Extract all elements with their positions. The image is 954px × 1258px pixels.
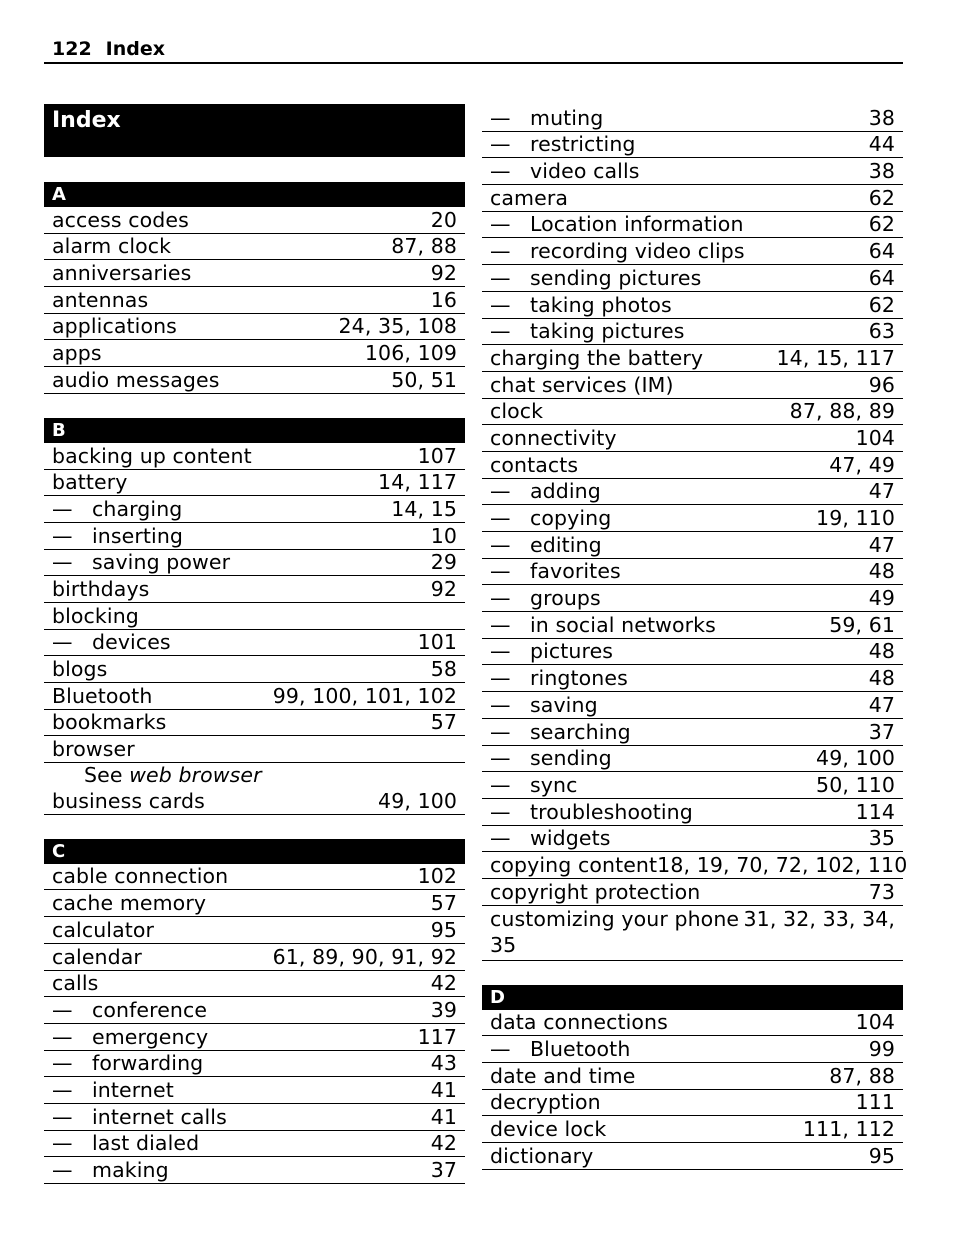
entry-pages: 48 xyxy=(868,559,895,584)
index-title: Index xyxy=(44,104,465,157)
entry-pages: 114 xyxy=(855,799,895,824)
index-entry xyxy=(44,470,465,497)
index-entry xyxy=(482,1116,903,1143)
index-subentry xyxy=(482,212,903,239)
entry-term: — troubleshooting xyxy=(490,799,693,825)
index-entry xyxy=(482,879,903,906)
index-subentry xyxy=(44,1104,465,1131)
entry-term: — internet calls xyxy=(52,1104,227,1130)
entry-pages: 42 xyxy=(430,971,457,996)
entry-term: customizing your phone xyxy=(490,906,740,931)
entry-pages: 49, 100 xyxy=(816,746,895,771)
index-entry xyxy=(44,788,465,815)
index-entry xyxy=(44,864,465,891)
index-entry xyxy=(44,710,465,737)
entry-pages: 48 xyxy=(868,639,895,664)
entry-term: — devices xyxy=(52,629,171,655)
entry-term: — Location information xyxy=(490,211,744,237)
entry-pages: 39 xyxy=(430,997,457,1022)
entry-pages: 50, 51 xyxy=(391,367,457,392)
entry-term: business cards xyxy=(52,788,205,813)
entry-term: cable connection xyxy=(52,864,229,889)
index-entry xyxy=(44,367,465,394)
entry-pages: 62 xyxy=(868,212,895,237)
entry-term: — video calls xyxy=(490,158,640,184)
entry-pages: 43 xyxy=(430,1051,457,1076)
index-entry xyxy=(482,906,903,961)
entry-term: — conference xyxy=(52,997,207,1023)
entry-term: — copying xyxy=(490,505,611,531)
index-subentry xyxy=(482,799,903,826)
index-subentry xyxy=(482,319,903,346)
entry-pages: 99, 100, 101, 102 xyxy=(272,683,457,708)
see-reference xyxy=(44,763,465,788)
section-letter-b: B xyxy=(44,418,465,443)
entry-term: calendar xyxy=(52,944,142,969)
index-entry xyxy=(482,1010,903,1037)
index-subentry xyxy=(482,746,903,773)
index-subentry xyxy=(482,105,903,132)
entry-pages: 87, 88 xyxy=(391,234,457,259)
entry-pages: 92 xyxy=(430,576,457,601)
entry-term: — forwarding xyxy=(52,1050,203,1076)
entry-term: copyright protection xyxy=(490,879,701,904)
entry-term: — last dialed xyxy=(52,1130,199,1156)
index-subentry xyxy=(482,265,903,292)
entry-pages: 61, 89, 90, 91, 92 xyxy=(272,944,457,969)
entry-pages: 14, 117 xyxy=(378,470,457,495)
entry-term: — sending pictures xyxy=(490,265,701,291)
entry-pages: 14, 15 xyxy=(391,496,457,521)
entry-pages: 24, 35, 108 xyxy=(338,314,457,339)
entry-pages: 99 xyxy=(868,1037,895,1061)
index-subentry xyxy=(482,505,903,532)
entry-pages: 59, 61 xyxy=(829,612,895,637)
entry-pages: 31, 32, 33, 34, xyxy=(743,906,895,931)
index-entry xyxy=(482,852,908,879)
entry-term: — recording video clips xyxy=(490,238,745,264)
entry-term: copying content xyxy=(490,852,658,877)
index-subentry xyxy=(482,692,903,719)
entry-term: date and time xyxy=(490,1063,636,1088)
entry-term: anniversaries xyxy=(52,261,192,286)
entry-pages: 38 xyxy=(868,105,895,130)
entry-term: blogs xyxy=(52,657,108,681)
entry-term: bookmarks xyxy=(52,710,167,735)
entry-term: — Bluetooth xyxy=(490,1036,630,1062)
index-subentry xyxy=(482,479,903,506)
entry-term: — emergency xyxy=(52,1024,208,1050)
entry-term: — inserting xyxy=(52,523,183,549)
entry-term: calls xyxy=(52,971,99,996)
entry-pages: 19, 110 xyxy=(816,506,895,530)
index-subentry xyxy=(482,612,903,639)
header-section: Index xyxy=(105,38,166,60)
entry-term: browser xyxy=(52,737,135,762)
entry-term: connectivity xyxy=(490,425,617,450)
entry-term: dictionary xyxy=(490,1143,594,1168)
index-subentry xyxy=(482,665,903,692)
entry-term: — groups xyxy=(490,585,601,611)
index-subentry xyxy=(44,1077,465,1104)
index-entry xyxy=(44,890,465,917)
see-prefix: See xyxy=(84,763,123,788)
entry-term: — adding xyxy=(490,478,601,504)
index-subentry xyxy=(44,630,465,657)
entry-pages: 37 xyxy=(868,719,895,744)
index-entry xyxy=(482,185,903,212)
index-entry xyxy=(44,971,465,998)
index-entry xyxy=(44,314,465,341)
see-target: web browser xyxy=(129,763,262,788)
index-subentry xyxy=(482,158,903,185)
entry-term: — pictures xyxy=(490,638,613,664)
entry-pages: 44 xyxy=(868,132,895,157)
entry-term: — charging xyxy=(52,496,182,522)
index-entry xyxy=(482,345,903,372)
index-entry xyxy=(44,340,465,367)
entry-term: — widgets xyxy=(490,825,611,851)
entry-term: data connections xyxy=(490,1010,668,1035)
index-subentry xyxy=(482,559,903,586)
entry-pages: 57 xyxy=(430,710,457,735)
index-entry xyxy=(44,603,465,630)
entry-term: — sync xyxy=(490,772,577,798)
entry-term: contacts xyxy=(490,452,579,477)
entry-pages: 16 xyxy=(430,287,457,312)
entry-pages: 20 xyxy=(430,207,457,232)
index-subentry xyxy=(44,496,465,523)
entry-pages: 96 xyxy=(868,372,895,397)
entry-term: — taking pictures xyxy=(490,318,684,344)
entry-term: birthdays xyxy=(52,576,150,601)
entry-term: cache memory xyxy=(52,891,207,916)
index-subentry xyxy=(482,826,903,853)
entry-term: — making xyxy=(52,1157,169,1183)
entry-term: charging the battery xyxy=(490,345,704,370)
entry-pages: 111 xyxy=(855,1090,895,1115)
index-subentry xyxy=(44,997,465,1024)
entry-pages: 35 xyxy=(868,826,895,851)
entry-pages: 42 xyxy=(430,1131,457,1156)
entry-pages: 47 xyxy=(868,692,895,717)
index-entry xyxy=(44,656,465,683)
entry-pages: 18, 19, 70, 72, 102, 110 xyxy=(657,852,908,877)
index-entry xyxy=(482,399,903,426)
index-entry xyxy=(44,576,465,603)
entry-term: apps xyxy=(52,341,102,366)
entry-term: antennas xyxy=(52,287,149,312)
entry-term: battery xyxy=(52,470,128,495)
entry-pages: 57 xyxy=(430,891,457,916)
entry-pages: 62 xyxy=(868,185,895,210)
entry-pages: 38 xyxy=(868,159,895,184)
index-entry xyxy=(482,1063,903,1090)
index-subentry xyxy=(482,532,903,559)
entry-term: — saving power xyxy=(52,549,230,575)
index-subentry xyxy=(44,1131,465,1158)
section-letter-d: D xyxy=(482,985,903,1010)
section-letter-a: A xyxy=(44,182,465,207)
entry-pages: 102 xyxy=(417,864,457,889)
entry-pages: 63 xyxy=(868,319,895,344)
section-letter-c: C xyxy=(44,839,465,864)
index-subentry xyxy=(44,523,465,550)
index-entry xyxy=(44,207,465,234)
entry-pages: 95 xyxy=(430,917,457,942)
entry-pages: 49 xyxy=(868,586,895,611)
entry-term: — restricting xyxy=(490,131,636,157)
index-subentry xyxy=(482,292,903,319)
entry-term: chat services (IM) xyxy=(490,372,674,397)
entry-pages: 47 xyxy=(868,532,895,557)
entry-pages: 73 xyxy=(868,879,895,904)
entry-pages: 62 xyxy=(868,292,895,317)
entry-pages: 101 xyxy=(417,630,457,655)
index-entry xyxy=(44,234,465,261)
entry-term: decryption xyxy=(490,1090,601,1115)
entry-pages: 10 xyxy=(430,523,457,548)
index-subentry xyxy=(44,1024,465,1051)
entry-pages: 41 xyxy=(430,1104,457,1129)
entry-term: clock xyxy=(490,399,544,424)
entry-pages: 106, 109 xyxy=(364,341,457,366)
entry-term: — internet xyxy=(52,1077,174,1103)
page-number: 122 xyxy=(52,38,92,60)
entry-term: — editing xyxy=(490,532,602,558)
entry-pages: 47, 49 xyxy=(829,452,895,477)
entry-pages: 117 xyxy=(417,1024,457,1049)
entry-term: device lock xyxy=(490,1117,607,1142)
entry-term: — ringtones xyxy=(490,665,628,691)
entry-term: blocking xyxy=(52,603,139,628)
index-entry xyxy=(44,917,465,944)
page-header xyxy=(44,36,903,64)
entry-pages: 48 xyxy=(868,666,895,691)
index-subentry xyxy=(44,1157,465,1184)
entry-term: camera xyxy=(490,185,569,210)
index-entry xyxy=(44,683,465,710)
entry-pages: 111, 112 xyxy=(802,1117,895,1142)
index-entry xyxy=(44,443,465,470)
entry-term: backing up content xyxy=(52,443,252,468)
index-subentry xyxy=(482,772,903,799)
entry-pages: 37 xyxy=(430,1158,457,1182)
entry-pages: 104 xyxy=(855,425,895,450)
entry-pages: 87, 88 xyxy=(829,1063,895,1088)
entry-pages: 49, 100 xyxy=(378,788,457,813)
entry-pages: 14, 15, 117 xyxy=(776,345,895,370)
index-subentry xyxy=(482,238,903,265)
index-subentry xyxy=(482,639,903,666)
entry-term: — in social networks xyxy=(490,612,716,638)
index-subentry xyxy=(44,1051,465,1078)
entry-term: access codes xyxy=(52,207,189,232)
entry-pages: 50, 110 xyxy=(816,772,895,797)
entry-pages: 58 xyxy=(430,657,457,681)
entry-term: — sending xyxy=(490,745,612,771)
entry-pages: 87, 88, 89 xyxy=(789,399,895,424)
entry-pages: 104 xyxy=(855,1010,895,1035)
entry-term: — saving xyxy=(490,692,598,718)
index-entry xyxy=(482,452,903,479)
index-entry xyxy=(44,944,465,971)
index-entry xyxy=(44,287,465,314)
entry-pages: 29 xyxy=(430,550,457,575)
entry-term: — muting xyxy=(490,105,603,131)
left-column xyxy=(44,104,465,1184)
entry-pages: 41 xyxy=(430,1077,457,1102)
entry-pages: 95 xyxy=(868,1143,895,1168)
entry-term: — favorites xyxy=(490,558,621,584)
entry-term: Bluetooth xyxy=(52,683,153,708)
index-entry xyxy=(44,736,465,763)
entry-term: applications xyxy=(52,314,177,339)
right-sections xyxy=(482,105,908,1170)
right-column xyxy=(482,105,908,1170)
entry-term: — searching xyxy=(490,719,631,745)
entry-pages: 92 xyxy=(430,261,457,286)
entry-pages: 107 xyxy=(417,443,457,468)
index-entry xyxy=(482,1090,903,1117)
index-entry xyxy=(482,372,903,399)
entry-pages: 64 xyxy=(868,239,895,264)
index-subentry xyxy=(482,1036,903,1063)
entry-pages: 64 xyxy=(868,265,895,290)
index-subentry xyxy=(482,719,903,746)
entry-term: calculator xyxy=(52,917,155,942)
entry-term: — taking photos xyxy=(490,292,672,318)
entry-term: alarm clock xyxy=(52,234,172,259)
left-sections xyxy=(44,182,465,1184)
index-entry xyxy=(482,1143,903,1170)
entry-pages-continued: 35 xyxy=(490,932,517,957)
index-entry xyxy=(482,425,903,452)
index-subentry xyxy=(482,585,903,612)
entry-term: audio messages xyxy=(52,367,220,392)
entry-pages: 47 xyxy=(868,479,895,504)
index-subentry xyxy=(44,550,465,577)
index-subentry xyxy=(482,132,903,159)
index-entry xyxy=(44,260,465,287)
